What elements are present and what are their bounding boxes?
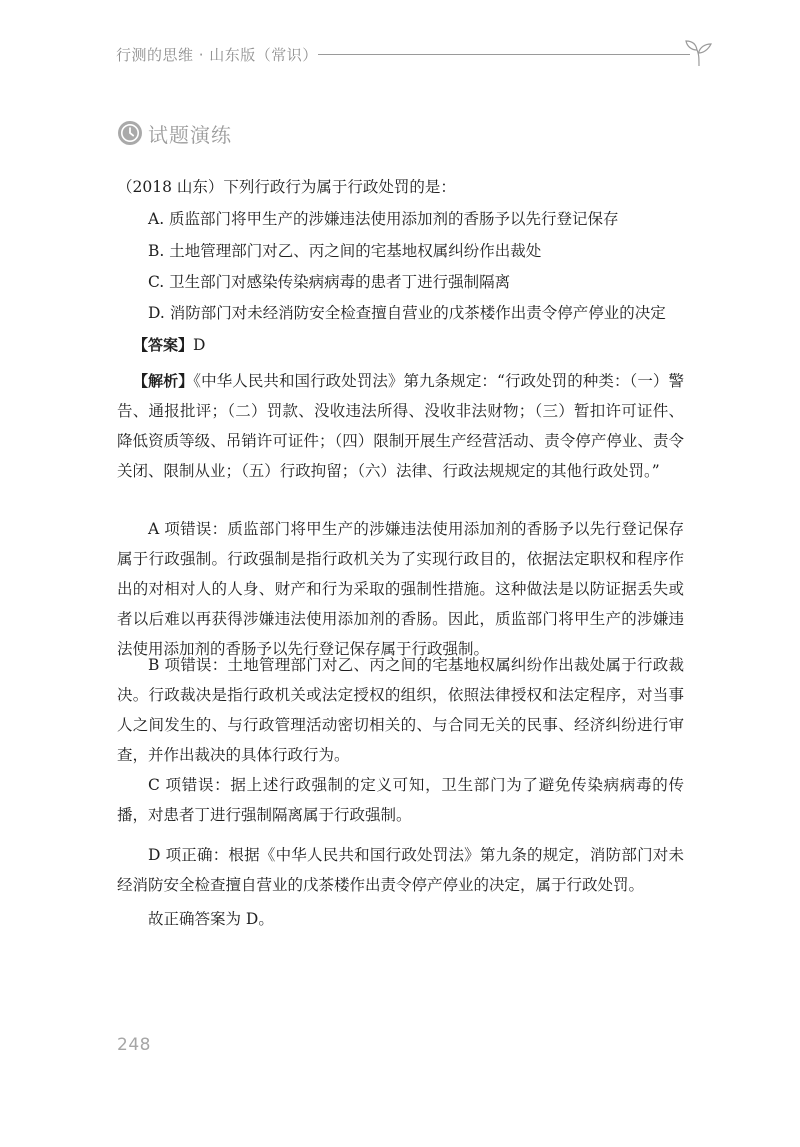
question-stem: （2018 山东）下列行政行为属于行政处罚的是： <box>117 178 456 196</box>
section-title: 试题演练 <box>148 122 232 147</box>
analysis-item-b: B 项错误：土地管理部门对乙、丙之间的宅基地权属纠纷作出裁处属于行政裁决。行政裁决是指行政机关或法定授权的组织，依照法律授权和法定程序，对当事人之间发生的、与行政管理活动密切相关的、与合同无关的民事、经济纠纷进行审查，并作出裁决的具体行政行为。 <box>117 656 684 764</box>
sprout-icon <box>682 39 716 67</box>
answer-label: 【答案】 <box>133 336 194 354</box>
analysis-paragraph <box>117 366 684 486</box>
analysis-item-c: C 项错误：据上述行政强制的定义可知，卫生部门为了避免传染病病毒的传播，对患者丁进行强制隔离属于行政强制。 <box>117 776 684 824</box>
analysis-label: 【解析】 <box>133 372 194 390</box>
running-header <box>116 39 716 75</box>
option-a: A. 质监部门将甲生产的涉嫌违法使用添加剂的香肠予以先行登记保存 <box>148 210 619 228</box>
section-heading <box>117 118 232 148</box>
answer-value: D <box>193 336 206 354</box>
running-title: 行测的思维 · 山东版（常识） <box>116 46 318 64</box>
clock-icon <box>117 120 143 146</box>
analysis-item-a: A 项错误：质监部门将甲生产的涉嫌违法使用添加剂的香肠予以先行登记保存属于行政强制。行政强制是指行政机关为了实现行政目的，依据法定职权和程序作出的对相对人的人身、财产和行为采取的强制性措施。这种做法是以防证据丢失或者以后难以再获得涉嫌违法使用添加剂的香肠。因此，质监部门将甲生产的涉嫌违法使用添加剂的香肠予以先行登记保存属于行政强制。 <box>117 520 684 658</box>
header-rule <box>318 54 690 55</box>
option-c: C. 卫生部门对感染传染病病毒的患者丁进行强制隔离 <box>148 273 511 291</box>
option-b: B. 土地管理部门对乙、丙之间的宅基地权属纠纷作出裁处 <box>148 242 542 260</box>
analysis-text: 《中华人民共和国行政处罚法》第九条规定：“行政处罚的种类：（一）警告、通报批评；（二）罚款、没收违法所得、没收非法财物；（三）暂扣许可证件、降低资质等级、吊销许可证件；（四）限制开展生产经营活动、责令停产停业、责令关闭、限制从业；（五）行政拘留；（六）法律、行政法规规定的其他行政处罚。” <box>117 372 684 480</box>
analysis-item-d: D 项正确：根据《中华人民共和国行政处罚法》第九条的规定，消防部门对未经消防安全检查擅自营业的戊茶楼作出责令停产停业的决定，属于行政处罚。 <box>117 846 684 894</box>
option-d: D. 消防部门对未经消防安全检查擅自营业的戊茶楼作出责令停产停业的决定 <box>148 304 666 322</box>
answer-line <box>133 330 205 361</box>
page-number: 248 <box>117 1035 151 1055</box>
conclusion: 故正确答案为 D。 <box>148 910 274 928</box>
